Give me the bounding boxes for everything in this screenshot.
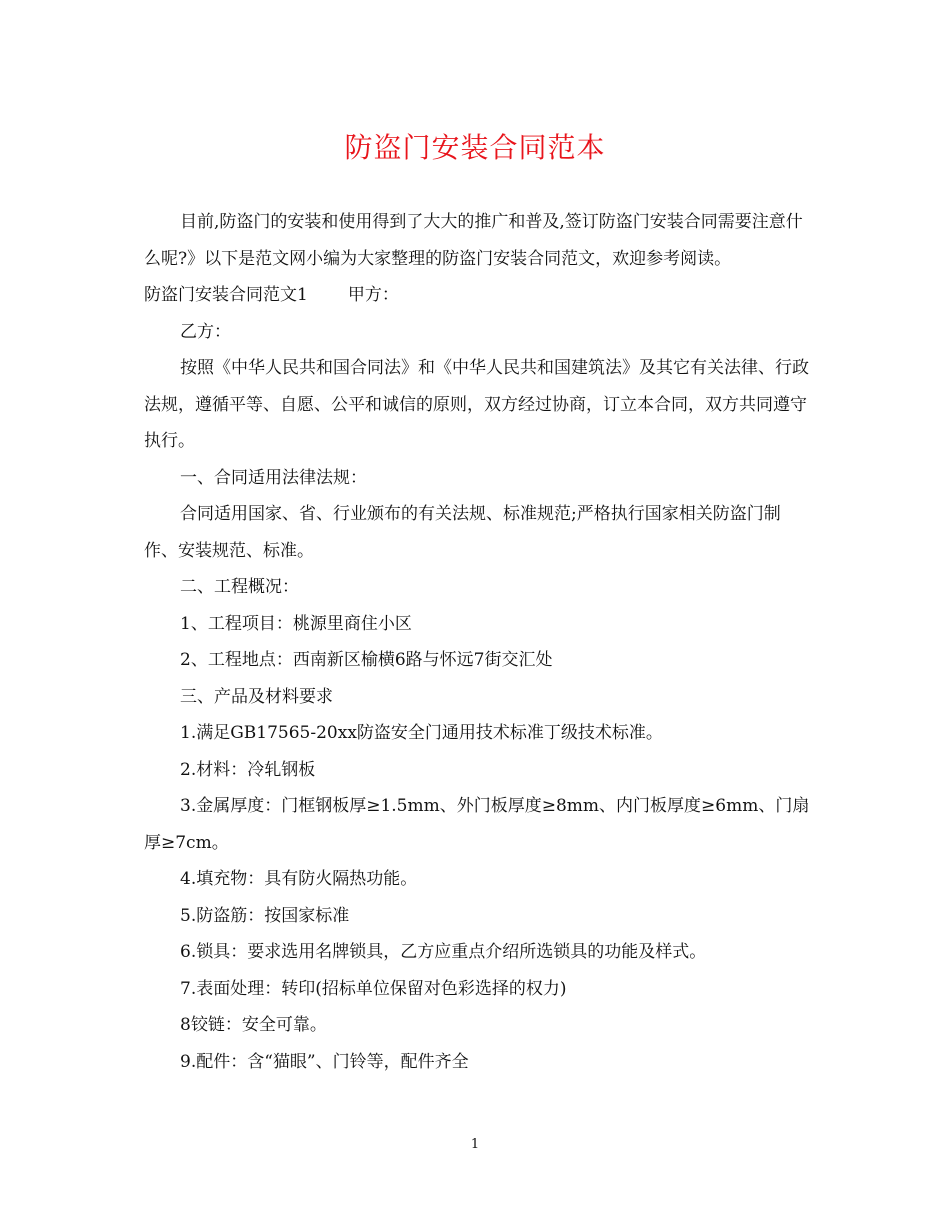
section-heading: 防盗门安装合同范文1 [144,285,308,305]
intro-paragraph: 目前,防盗门的安装和使用得到了大大的推广和普及,签订防盗门安装合同需要注意什么呢?》以下是范文网小编为大家整理的防盗门安装合同范文，欢迎参考阅读。 [144,212,803,269]
clause-2-item-2: 2、工程地点：西南新区榆横6路与怀远7街交汇处 [180,650,553,670]
clause-1-title: 一、合同适用法律法规： [180,467,367,488]
party-b-label: 乙方： [180,321,231,342]
clause-3-title: 三、产品及材料要求 [180,686,333,707]
requirement-2: 2.材料：冷轧钢板 [180,759,316,780]
requirement-6: 6.锁具：要求选用名牌锁具，乙方应重点介绍所选锁具的功能及样式。 [180,942,707,962]
requirement-8: 8铰链：安全可靠。 [180,1015,327,1035]
requirement-4: 4.填充物：具有防火隔热功能。 [180,869,418,889]
clause-1-text: 合同适用国家、省、行业颁布的有关法规、标准规范;严格执行国家相关防盗门制作、安装规范、标准。 [144,504,781,561]
party-a-label: 甲方： [347,285,399,305]
page-title: 防盗门安装合同范本 [344,131,606,164]
requirement-5: 5.防盗筋：按国家标准 [180,905,350,926]
basis-paragraph: 按照《中华人民共和国合同法》和《中华人民共和国建筑法》及其它有关法律、行政法规，遵循平等、自愿、公平和诚信的原则，双方经过协商，订立本合同，双方共同遵守执行。 [144,358,809,451]
requirement-1: 1.满足GB17565-20xx防盗安全门通用技术标准丁级技术标准。 [180,723,663,743]
requirement-3: 3.金属厚度：门框钢板厚≥1.5mm、外门板厚度≥8mm、内门板厚度≥6mm、门扇厚≥7cm。 [144,796,810,853]
requirement-7: 7.表面处理：转印(招标单位保留对色彩选择的权力) [180,978,567,999]
section-heading-line [144,277,810,314]
requirement-9: 9.配件：含“猫眼”、门铃等，配件齐全 [180,1051,469,1072]
page-number: 1 [470,1137,480,1152]
clause-2-title: 二、工程概况： [180,577,299,597]
clause-2-item-1: 1、工程项目：桃源里商住小区 [180,613,412,634]
document-body [144,204,810,1080]
